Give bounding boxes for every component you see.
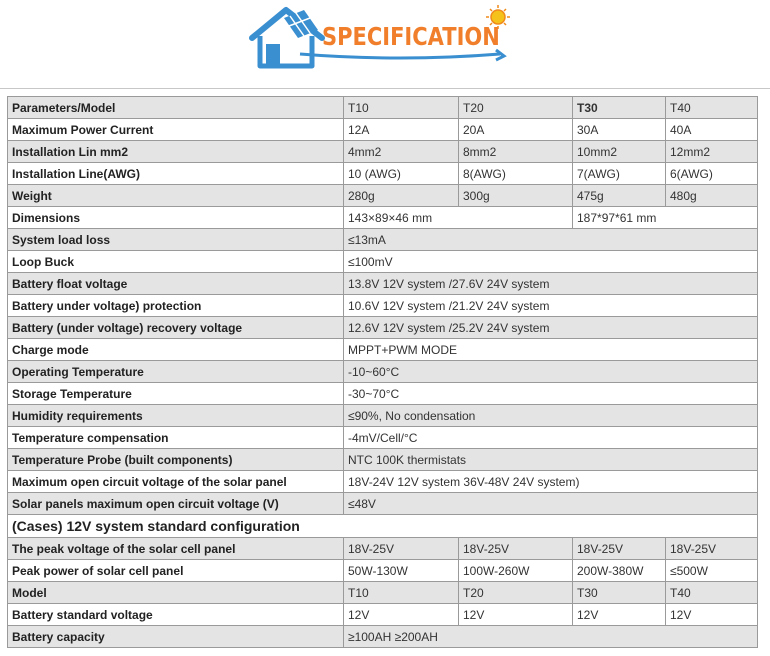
- table-cell: Maximum open circuit voltage of the solar panel: [8, 471, 344, 493]
- table-cell: -10~60°C: [344, 361, 758, 383]
- table-cell: 18V-25V: [666, 538, 758, 560]
- table-row: [8, 229, 758, 251]
- table-cell: 30A: [573, 119, 666, 141]
- table-cell: Temperature compensation: [8, 427, 344, 449]
- table-row: [8, 538, 758, 560]
- table-row: [8, 493, 758, 515]
- table-cell: Operating Temperature: [8, 361, 344, 383]
- page-header: [0, 0, 770, 80]
- table-cell: 280g: [344, 185, 459, 207]
- table-cell: 8mm2: [459, 141, 573, 163]
- table-cell: 20A: [459, 119, 573, 141]
- table-cell: Installation Lin mm2: [8, 141, 344, 163]
- table-cell: 12mm2: [666, 141, 758, 163]
- table-cell: T20: [459, 582, 573, 604]
- table-cell: Parameters/Model: [8, 97, 344, 119]
- table-cell: Solar panels maximum open circuit voltage (V): [8, 493, 344, 515]
- table-cell: Battery float voltage: [8, 273, 344, 295]
- table-row: [8, 119, 758, 141]
- table-row: [8, 207, 758, 229]
- table-cell: ≤100mV: [344, 251, 758, 273]
- table-cell: 480g: [666, 185, 758, 207]
- table-cell: The peak voltage of the solar cell panel: [8, 538, 344, 560]
- table-header-row: [8, 97, 758, 119]
- table-cell: ≤90%, No condensation: [344, 405, 758, 427]
- table-cell: 12.6V 12V system /25.2V 24V system: [344, 317, 758, 339]
- table-row: [8, 427, 758, 449]
- table-cell: Loop Buck: [8, 251, 344, 273]
- table-cell: 187*97*61 mm: [573, 207, 758, 229]
- table-row: [8, 185, 758, 207]
- table-cell: T40: [666, 97, 758, 119]
- table-cell: Weight: [8, 185, 344, 207]
- table-row: [8, 317, 758, 339]
- table-cell: 13.8V 12V system /27.6V 24V system: [344, 273, 758, 295]
- table-cell: Storage Temperature: [8, 383, 344, 405]
- table-cell: -30~70°C: [344, 383, 758, 405]
- table-row: [8, 141, 758, 163]
- title-ribbon: [300, 54, 500, 58]
- table-cell: T40: [666, 582, 758, 604]
- table-cell: 18V-24V 12V system 36V-48V 24V system): [344, 471, 758, 493]
- table-row: [8, 604, 758, 626]
- table-row: [8, 273, 758, 295]
- table-cell: T30: [573, 97, 666, 119]
- table-cell: Battery standard voltage: [8, 604, 344, 626]
- table-cell: 18V-25V: [573, 538, 666, 560]
- table-row: [8, 626, 758, 648]
- table-cell: -4mV/Cell/°C: [344, 427, 758, 449]
- table-cell: T10: [344, 97, 459, 119]
- table-cell: Charge mode: [8, 339, 344, 361]
- table-cell: Battery (under voltage) recovery voltage: [8, 317, 344, 339]
- table-cell: 40A: [666, 119, 758, 141]
- table-row: [8, 471, 758, 493]
- table-cell: ≤48V: [344, 493, 758, 515]
- table-row: [8, 295, 758, 317]
- table-cell: MPPT+PWM MODE: [344, 339, 758, 361]
- table-cell: 12V: [573, 604, 666, 626]
- table-row: [8, 251, 758, 273]
- table-cell: 7(AWG): [573, 163, 666, 185]
- table-row: [8, 339, 758, 361]
- table-cell: NTC 100K thermistats: [344, 449, 758, 471]
- table-row: [8, 582, 758, 604]
- table-cell: 10.6V 12V system /21.2V 24V system: [344, 295, 758, 317]
- table-cell: ≥100AH ≥200AH: [344, 626, 758, 648]
- table-cell: 18V-25V: [344, 538, 459, 560]
- table-row: [8, 560, 758, 582]
- section-title: (Cases) 12V system standard configuration: [8, 515, 758, 538]
- table-cell: Installation Line(AWG): [8, 163, 344, 185]
- page-title: SPECIFICATION: [322, 22, 500, 51]
- table-cell: ≤500W: [666, 560, 758, 582]
- table-row: [8, 405, 758, 427]
- table-cell: 18V-25V: [459, 538, 573, 560]
- table-cell: Humidity requirements: [8, 405, 344, 427]
- table-cell: Temperature Probe (built components): [8, 449, 344, 471]
- specification-table: [7, 96, 758, 648]
- table-cell: 12V: [666, 604, 758, 626]
- table-cell: 50W-130W: [344, 560, 459, 582]
- table-cell: ≤13mA: [344, 229, 758, 251]
- header-divider: [0, 88, 770, 89]
- table-row: [8, 449, 758, 471]
- table-cell: 100W-260W: [459, 560, 573, 582]
- table-cell: 12V: [459, 604, 573, 626]
- section-title-row: [8, 515, 758, 538]
- table-cell: T10: [344, 582, 459, 604]
- table-cell: Dimensions: [8, 207, 344, 229]
- table-cell: 475g: [573, 185, 666, 207]
- table-cell: 200W-380W: [573, 560, 666, 582]
- table-cell: 10mm2: [573, 141, 666, 163]
- table-cell: 4mm2: [344, 141, 459, 163]
- table-cell: 300g: [459, 185, 573, 207]
- table-cell: Maximum Power Current: [8, 119, 344, 141]
- table-cell: Battery capacity: [8, 626, 344, 648]
- table-cell: 8(AWG): [459, 163, 573, 185]
- table-cell: T30: [573, 582, 666, 604]
- table-cell: 6(AWG): [666, 163, 758, 185]
- table-row: [8, 361, 758, 383]
- table-row: [8, 163, 758, 185]
- table-cell: Battery under voltage) protection: [8, 295, 344, 317]
- table-cell: 12A: [344, 119, 459, 141]
- table-row: [8, 383, 758, 405]
- table-cell: Model: [8, 582, 344, 604]
- table-cell: System load loss: [8, 229, 344, 251]
- table-cell: 143×89×46 mm: [344, 207, 573, 229]
- table-cell: T20: [459, 97, 573, 119]
- table-cell: 12V: [344, 604, 459, 626]
- table-cell: 10 (AWG): [344, 163, 459, 185]
- table-cell: Peak power of solar cell panel: [8, 560, 344, 582]
